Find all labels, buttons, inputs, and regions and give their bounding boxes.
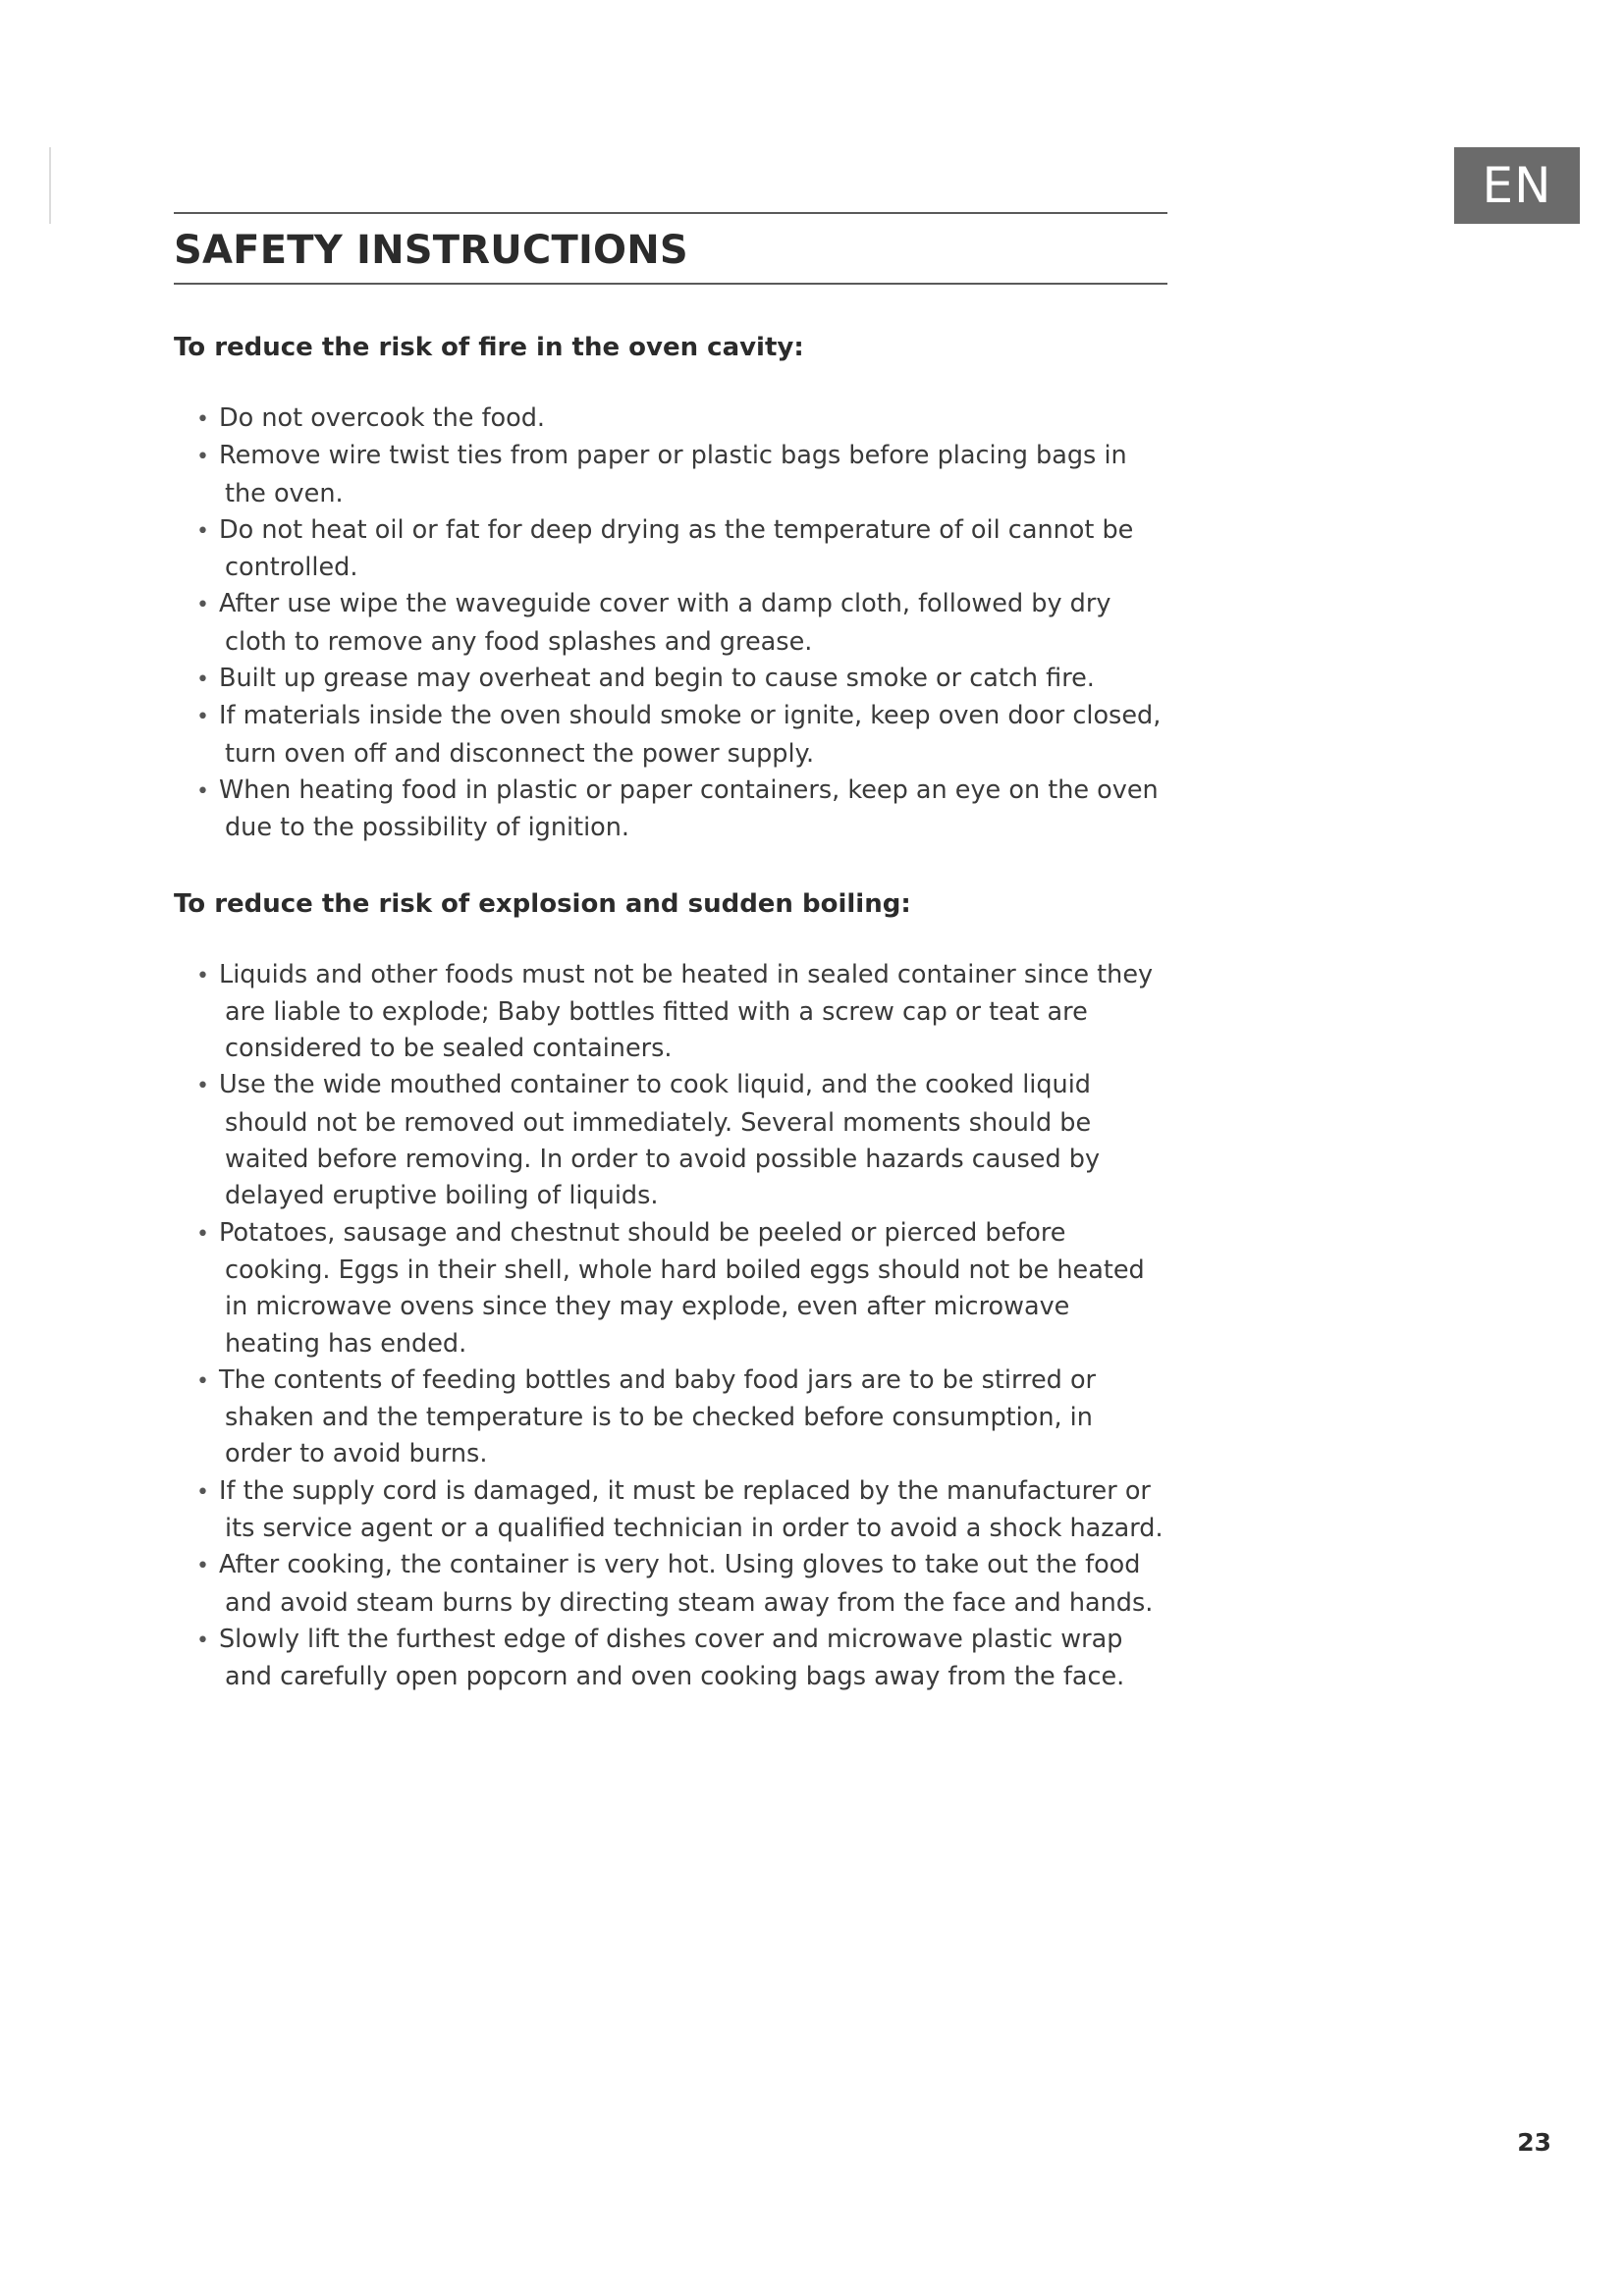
list-item-text: Do not overcook the food. bbox=[219, 403, 546, 433]
fire-risk-list bbox=[174, 400, 1167, 847]
page-content bbox=[174, 212, 1167, 1696]
explosion-risk-list bbox=[174, 957, 1167, 1696]
list-item bbox=[174, 586, 1167, 661]
bullet-icon: • bbox=[196, 1368, 209, 1394]
list-item-text: Do not heat oil or fat for deep drying as the temperature of oil cannot be controlled. bbox=[219, 514, 1134, 583]
bullet-icon: • bbox=[196, 778, 209, 804]
bullet-icon: • bbox=[196, 407, 209, 432]
list-item bbox=[174, 1547, 1167, 1622]
list-item bbox=[174, 1622, 1167, 1696]
bullet-icon: • bbox=[196, 518, 209, 544]
list-item-text: Potatoes, sausage and chestnut should be peeled or pierced before cooking. Eggs in their shell, whole hard boiled eggs should not be heated in microwave ovens since they may explode, even after microwave heating has ended. bbox=[219, 1217, 1145, 1359]
list-item-text: Built up grease may overheat and begin to cause smoke or catch fire. bbox=[219, 664, 1095, 694]
bullet-icon: • bbox=[196, 593, 209, 618]
list-item-text: When heating food in plastic or paper containers, keep an eye on the oven due to the possibility of ignition. bbox=[219, 774, 1159, 843]
list-item-text: If the supply cord is damaged, it must be replaced by the manufacturer or its service agent or a qualified technician in order to avoid a shock hazard. bbox=[219, 1475, 1164, 1544]
bullet-icon: • bbox=[196, 1221, 209, 1247]
list-item-text: If materials inside the oven should smoke or ignite, keep oven door closed, turn oven off and disconnect the power supply. bbox=[219, 701, 1162, 769]
bullet-icon: • bbox=[196, 445, 209, 470]
list-item-text: Slowly lift the furthest edge of dishes cover and microwave plastic wrap and carefully open popcorn and oven cooking bags away from the face. bbox=[219, 1624, 1125, 1692]
list-item-text: Liquids and other foods must not be heated in sealed container since they are liable to explode; Baby bottles fitted with a screw cap or teat are considered to be sealed containers. bbox=[219, 959, 1154, 1064]
list-item-text: The contents of feeding bottles and baby food jars are to be stirred or shaken and the temperature is to be checked before consumption, in order to avoid burns. bbox=[219, 1364, 1097, 1469]
list-item bbox=[174, 773, 1167, 847]
bullet-icon: • bbox=[196, 1628, 209, 1653]
bullet-icon: • bbox=[196, 705, 209, 730]
bullet-icon: • bbox=[196, 1554, 209, 1579]
margin-line bbox=[49, 147, 51, 224]
list-item bbox=[174, 400, 1167, 438]
list-item-text: Use the wide mouthed container to cook liquid, and the cooked liquid should not be removed out immediately. Several moments should be waited before removing. In order to avoid possible hazards caused by delayed eruptive boiling of liquids. bbox=[219, 1070, 1101, 1211]
bullet-icon: • bbox=[196, 667, 209, 693]
page-title: SAFETY INSTRUCTIONS bbox=[174, 228, 688, 273]
bullet-icon: • bbox=[196, 1074, 209, 1099]
list-item-text: Remove wire twist ties from paper or plastic bags before placing bags in the oven. bbox=[219, 441, 1127, 508]
language-badge: EN bbox=[1454, 147, 1580, 224]
list-item bbox=[174, 661, 1167, 698]
list-item bbox=[174, 1067, 1167, 1214]
list-item-text: After cooking, the container is very hot. Using gloves to take out the food and avoid steam burns by directing steam away from the face and hands. bbox=[219, 1550, 1154, 1618]
title-top-rule bbox=[174, 212, 1167, 214]
page-number: 23 bbox=[1517, 2128, 1551, 2157]
title-bottom-rule bbox=[174, 283, 1167, 285]
list-item bbox=[174, 957, 1167, 1068]
list-item bbox=[174, 1362, 1167, 1473]
list-item bbox=[174, 698, 1167, 773]
list-item bbox=[174, 1215, 1167, 1362]
list-item bbox=[174, 438, 1167, 512]
fire-risk-heading: To reduce the risk of fire in the oven cavity: bbox=[174, 333, 804, 362]
explosion-risk-heading: To reduce the risk of explosion and sudden boiling: bbox=[174, 888, 911, 919]
bullet-icon: • bbox=[196, 963, 209, 988]
list-item-text: After use wipe the waveguide cover with a damp cloth, followed by dry cloth to remove any food splashes and grease. bbox=[219, 589, 1111, 657]
bullet-icon: • bbox=[196, 1479, 209, 1505]
list-item bbox=[174, 512, 1167, 587]
list-item bbox=[174, 1473, 1167, 1548]
